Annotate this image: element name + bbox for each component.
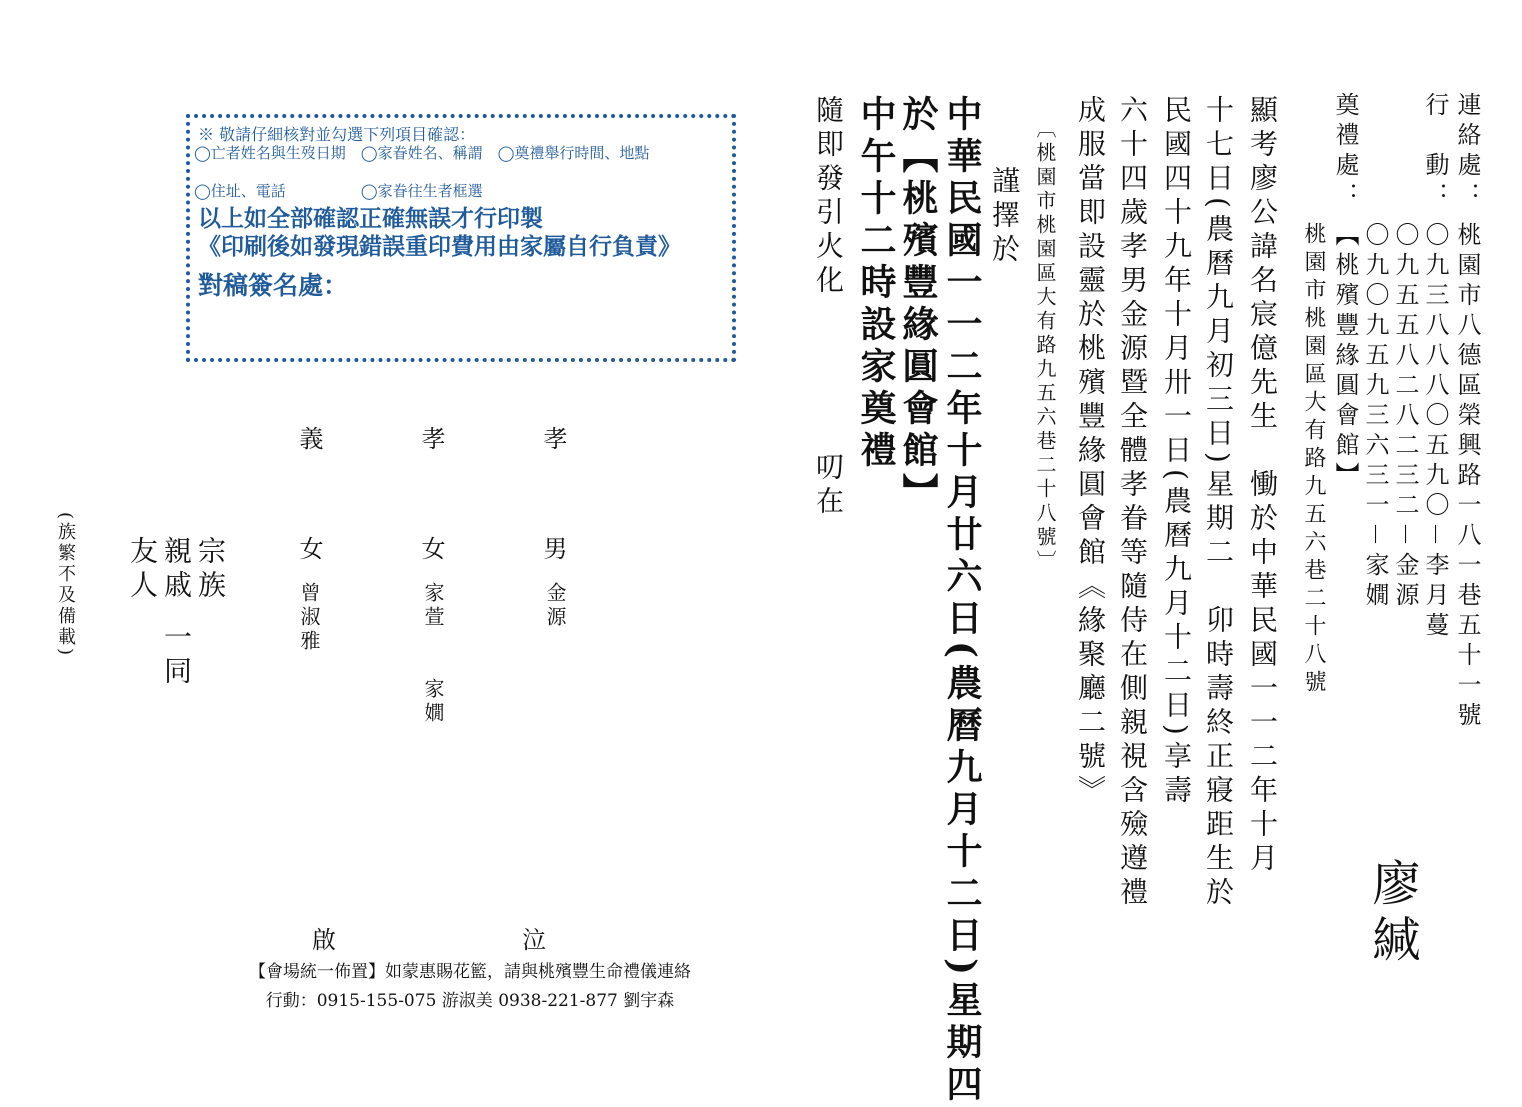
venue-label: 奠禮處： <box>1331 92 1359 212</box>
relatives-friends: 友人 <box>126 536 159 604</box>
mourner-role-3: 女 <box>295 536 323 566</box>
phone-3: 〇九〇九五九三六三一－家嫺 <box>1361 222 1389 612</box>
contact-address: 桃園市八德區榮興路一八一巷五十一號 <box>1453 222 1481 732</box>
mourner-name-2b: 家嫺 <box>421 678 445 726</box>
relatives-clan: 宗族 <box>194 536 227 604</box>
phone-1: 〇九三八八八〇五九〇－李月蔓 <box>1421 222 1449 642</box>
body-line-8: 中華民國一一二年十月廿六日(農曆九月十二日)星期四 <box>941 95 983 1107</box>
proof-instruction: ※ 敬請仔細核對並勾選下列項目確認： <box>198 125 476 144</box>
relatives-kin: 親戚 <box>160 536 193 604</box>
body-line-11: 隨即發引火化 <box>812 95 845 299</box>
mourner-name-3a: 曾淑雅 <box>297 582 321 654</box>
mourner-name-1a: 金源 <box>543 582 567 630</box>
mourner-relation-2: 孝 <box>417 426 445 456</box>
mourner-relation-3: 義 <box>295 426 323 456</box>
proof-signature-label: 對稿簽名處： <box>198 271 349 300</box>
phone-2: 〇九五五八二八二三二－金源 <box>1391 222 1419 612</box>
venue-name: 【桃殯豐緣圓會館】 <box>1331 222 1359 492</box>
proof-checklist-2: ◯住址、電話 ◯家眷往生者框選 <box>194 182 483 200</box>
relatives-together: 一同 <box>160 622 193 690</box>
body-line-12: 叨在 <box>812 452 845 520</box>
footer-flower-note: 【會場統一佈置】如蒙惠賜花籃，請與桃殯豐生命禮儀連絡 <box>249 962 691 982</box>
mourner-relation-1: 孝 <box>539 426 567 456</box>
body-line-6: 〔桃園市桃園區大有路九五六巷二十八號〕 <box>1033 118 1057 574</box>
proof-warning-line: 《印刷後如發現錯誤重印費用由家屬自行負責》 <box>198 233 681 260</box>
venue-address: 桃園市桃園區大有路九五六巷二十八號 <box>1301 222 1326 698</box>
body-line-2: 十七日(農曆九月初三日)星期二 卯時壽終正寢距生於 <box>1202 95 1235 911</box>
body-line-1: 顯考廖公諱名宸億先生 慟於中華民國一一二年十月 <box>1246 95 1279 877</box>
footer-contact: 行動：0915-155-075 游淑美 0938-221-877 劉宇森 <box>265 991 675 1011</box>
signoff-weep: 泣 <box>522 926 550 954</box>
page-title: 廖緘 <box>1364 858 1420 970</box>
body-line-9: 於【桃殯豐緣圓會館】 <box>897 95 939 515</box>
mourner-role-2: 女 <box>417 536 445 566</box>
body-line-4: 六十四歲孝男金源暨全體孝眷等隨侍在側親視含殮遵禮 <box>1116 95 1149 911</box>
phone-label: 行 動： <box>1421 92 1449 212</box>
contact-label: 連絡處： <box>1453 92 1481 212</box>
proof-confirm-line: 以上如全部確認正確無誤才行印製 <box>198 205 543 232</box>
proof-confirmation-box <box>186 114 736 362</box>
omission-note: (族繁不及備載) <box>55 512 76 659</box>
signoff-announce: 啟 <box>312 926 340 954</box>
proof-checklist-1: ◯亡者姓名與生歿日期 ◯家眷姓名、稱謂 ◯奠禮舉行時間、地點 <box>194 144 650 162</box>
mourner-name-2a: 家萱 <box>421 582 445 630</box>
body-line-3: 民國四十九年十月卅一日(農曆九月十二日)享壽 <box>1160 95 1193 809</box>
mourner-role-1: 男 <box>539 536 567 566</box>
body-line-5: 成服當即設靈於桃殯豐緣圓會館《緣聚廳二號》 <box>1074 95 1107 809</box>
body-line-10: 中午十二時設家奠禮 <box>855 95 897 473</box>
body-line-7: 謹擇於 <box>988 166 1021 268</box>
footer <box>180 958 760 1016</box>
